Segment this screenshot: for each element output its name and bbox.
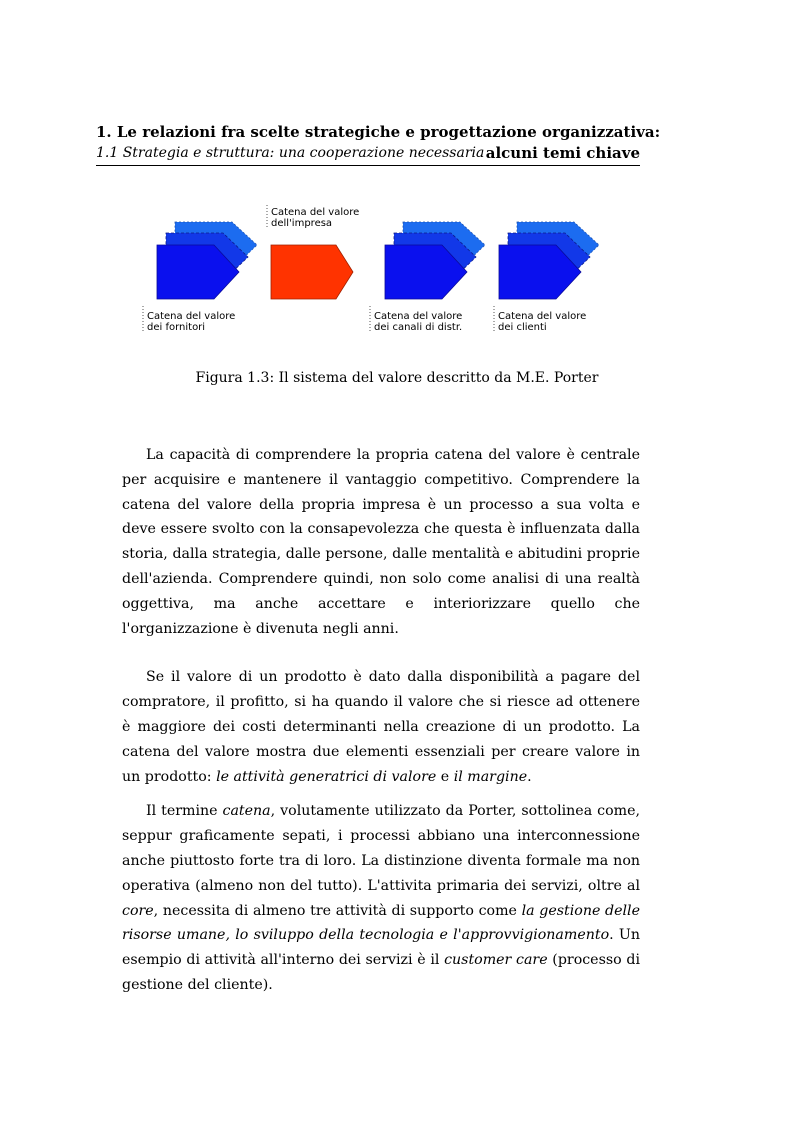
text-run: Se il valore di un prodotto è dato dalla disponibilità a pagare del compratore, il profitto, si ha quando il valore che si riesce ad ottenere è maggiore dei costi determinanti nella creazione di un prodotto. La catena del valore mostra due elementi essenziali per creare valore in un prodotto: — [122, 669, 640, 785]
emphasis: il margine — [453, 768, 528, 785]
label-impresa-line2: dell'impresa — [271, 218, 333, 229]
label-clienti-line1: Catena del valore — [498, 311, 587, 322]
chapter-title: 1. Le relazioni fra scelte strategiche e progettazione organizzativa: — [96, 123, 661, 141]
stack-fornitori — [157, 222, 257, 299]
label-canali-line1: Catena del valore — [374, 311, 463, 322]
text-run: Il termine — [146, 803, 223, 820]
stack-canali — [385, 222, 485, 299]
value-system-figure — [0, 195, 794, 345]
label-fornitori-line2: dei fornitori — [147, 322, 206, 333]
emphasis: catena — [222, 803, 271, 820]
header-rule — [96, 165, 640, 166]
running-header — [96, 121, 661, 163]
text-run: . — [527, 768, 532, 785]
emphasis: le attività generatrici di valore — [216, 768, 437, 785]
text-run: e — [436, 768, 454, 785]
text-run: . Un esempio di attività all'interno dei servizi è il — [122, 927, 641, 969]
body-text — [122, 443, 640, 998]
label-clienti-line2: dei clienti — [498, 322, 547, 333]
paragraph-1: La capacità di comprendere la propria catena del valore è centrale per acquisire e mantenere il vantaggio competitivo. Comprendere la catena del valore della propria impresa è un processo a sua volta e deve essere svolto con la consapevolezza che questa è influenzata dalla storia, dalla strategia, dalle persone, dalle mentalità e abitudini proprie dell'azienda. Comprendere quindi, non solo come analisi di una realtà oggettiva, ma anche accettare e interiorizzare quello che l'organizzazione è divenuta negli anni. — [122, 447, 640, 637]
section-title: 1.1 Strategia e struttura: una cooperazione necessaria — [96, 145, 485, 161]
chapter-title-tail: alcuni temi chiave — [485, 144, 640, 162]
label-canali-line2: dei canali di distr. — [374, 322, 463, 333]
chain-impresa-shape — [271, 245, 353, 299]
text-run: , necessita di almeno tre attività di supporto come — [153, 902, 522, 919]
paragraph-3 — [122, 799, 640, 997]
header-second-line — [96, 143, 640, 163]
stack-clienti — [499, 222, 599, 299]
emphasis: core — [122, 902, 154, 919]
text-run: , volutamente utilizzato da Porter, sottolinea come, seppur graficamente sepati, i processi abbiano una interconnessione anche piuttosto forte tra di loro. La distinzione diventa formale ma non operativa (almeno non del tutto). L'attivita primaria dei servizi, oltre al — [122, 803, 640, 894]
paragraph-2 — [122, 665, 640, 789]
label-fornitori-line1: Catena del valore — [147, 311, 236, 322]
emphasis: customer care — [444, 952, 548, 969]
label-impresa-line1: Catena del valore — [271, 207, 360, 218]
emphasis: la gestione delle risorse umane, lo sviluppo della tecnologia e l'approvvigionamento — [122, 902, 640, 944]
figure-caption: Figura 1.3: Il sistema del valore descritto da M.E. Porter — [195, 370, 599, 386]
text-run: (processo di gestione del cliente). — [122, 952, 640, 993]
